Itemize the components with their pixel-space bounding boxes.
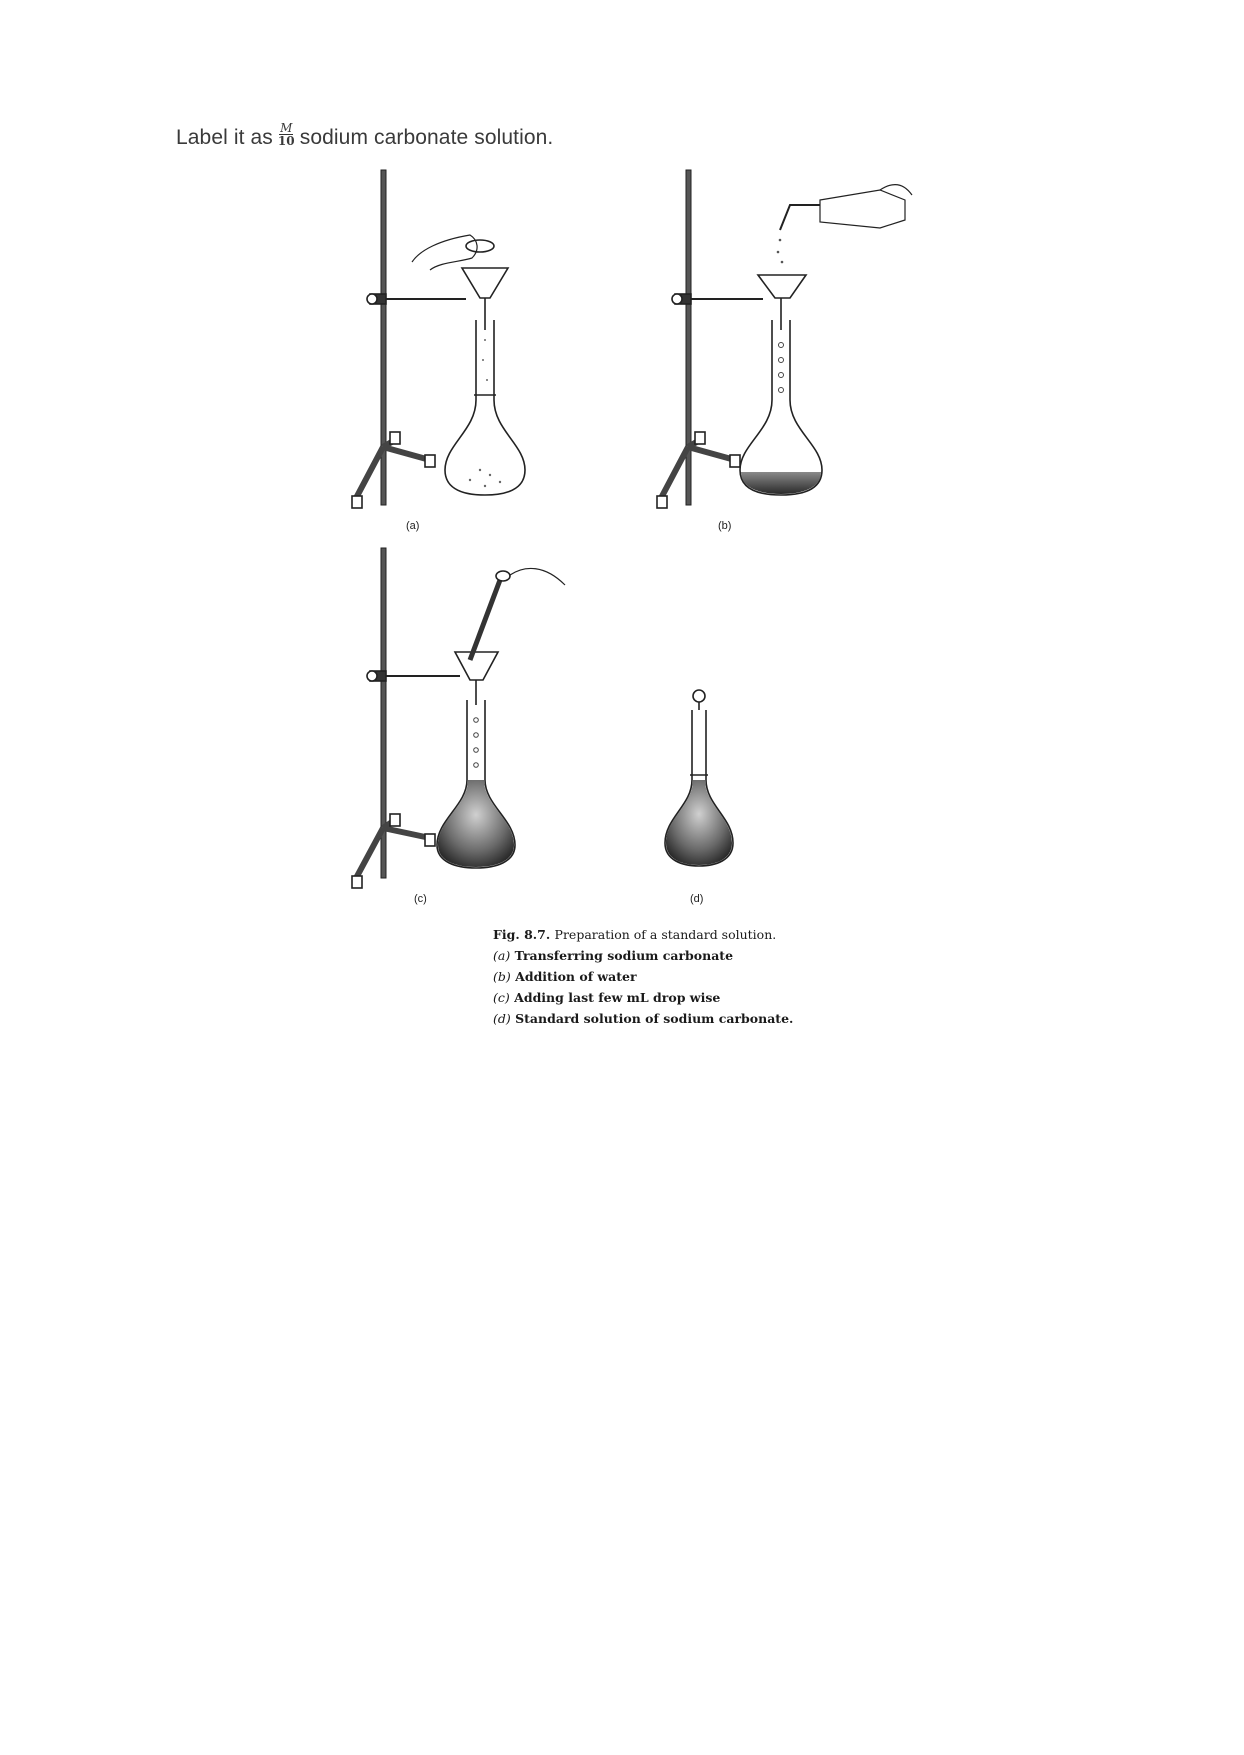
panel-label-c: (c)	[414, 893, 427, 905]
panel-label-b: (b)	[718, 520, 732, 532]
caption-item-text: Transferring sodium carbonate	[514, 948, 734, 963]
caption-item-letter: (a)	[493, 948, 511, 963]
panel-d-flask	[665, 690, 733, 866]
fraction-denominator: 10	[277, 134, 295, 148]
panel-label-a: (a)	[406, 520, 420, 532]
caption-item	[493, 966, 793, 987]
caption-item	[493, 945, 793, 966]
caption-item-text: Standard solution of sodium carbonate.	[515, 1011, 794, 1026]
fraction-numerator: M	[280, 121, 293, 135]
intro-suffix: sodium carbonate solution.	[299, 126, 554, 149]
panel-label-d: (d)	[690, 893, 704, 905]
caption-item-letter: (c)	[493, 990, 510, 1005]
panel-a-apparatus	[352, 170, 525, 508]
caption-title	[493, 924, 793, 945]
panel-b-apparatus	[657, 170, 912, 508]
figure-number: Fig. 8.7.	[493, 927, 551, 942]
figure-title: Preparation of a standard solution.	[554, 927, 777, 942]
caption-item-text: Addition of water	[515, 969, 637, 984]
caption-item-text: Adding last few mL drop wise	[514, 990, 721, 1005]
caption-item	[493, 987, 793, 1008]
intro-prefix: Label it as	[176, 126, 273, 149]
caption-item-letter: (b)	[493, 969, 511, 984]
caption-item	[493, 1008, 793, 1029]
figure-caption	[493, 924, 793, 1029]
caption-item-letter: (d)	[493, 1011, 511, 1026]
panel-c-apparatus	[352, 548, 565, 888]
